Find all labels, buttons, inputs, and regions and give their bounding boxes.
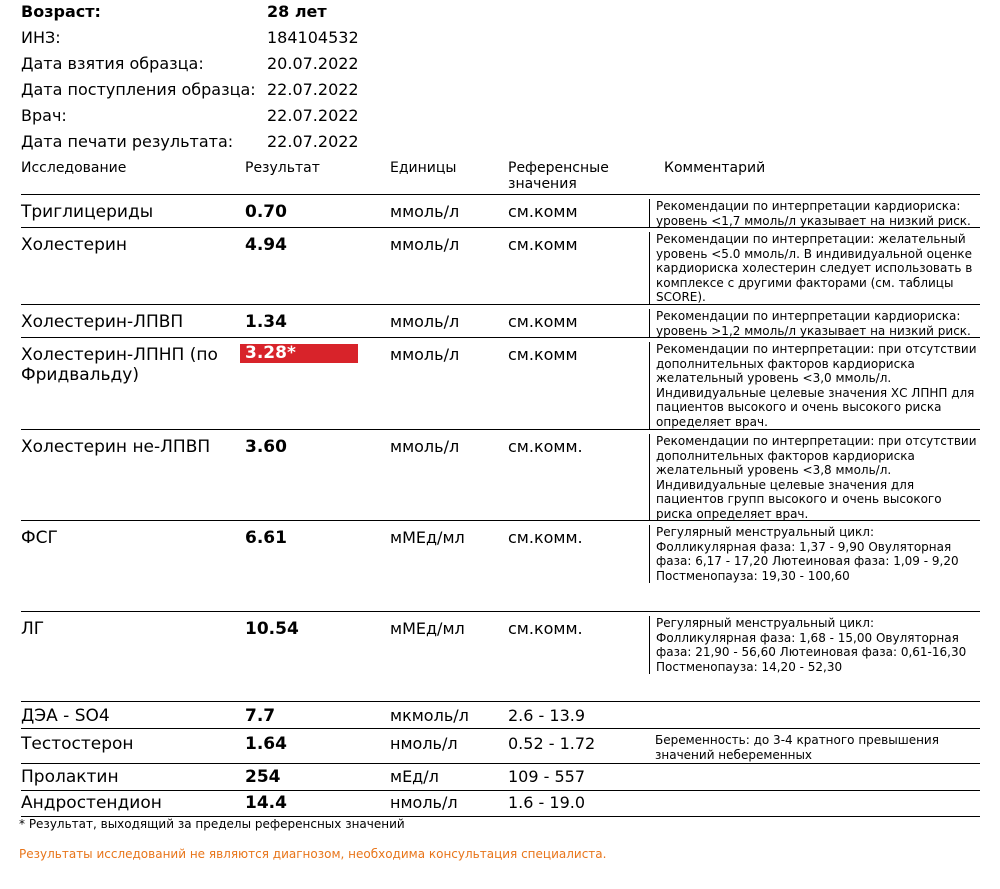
sample-taken-value: 20.07.2022: [267, 54, 359, 73]
reference-value: 109 - 557: [508, 767, 586, 786]
result-value: 10.54: [245, 619, 299, 639]
study-name: Триглицериды: [21, 202, 154, 222]
comment-text: Рекомендации по интерпретации кардиориска: уровень >1,2 ммоль/л указывает на низкий риск.: [649, 309, 977, 338]
reference-value: 0.52 - 1.72: [508, 734, 596, 753]
reference-value: см.комм.: [508, 619, 583, 638]
table-row: [21, 729, 980, 764]
table-row: [21, 338, 980, 430]
study-name: Холестерин не-ЛПВП: [21, 437, 211, 457]
sample-taken-label: Дата взятия образца:: [21, 54, 204, 73]
table-row: [21, 791, 980, 817]
doctor-value: 22.07.2022: [267, 106, 359, 125]
units-value: нмоль/л: [390, 734, 458, 753]
header-units: Единицы: [390, 160, 457, 176]
results-table: [21, 194, 980, 817]
result-value: 6.61: [245, 528, 287, 548]
study-name: Тестостерон: [21, 734, 134, 754]
header-study: Исследование: [21, 160, 127, 176]
print-date-label: Дата печати результата:: [21, 132, 234, 151]
comment-text: Регулярный менструальный цикл: Фолликулярная фаза: 1,68 - 15,00 Овуляторная фаза: 21,90 - 56,60 Лютеиновая фаза: 0,61-16,30 Постменопауза: 14,20 - 52,30: [649, 616, 977, 674]
result-value: 14.4: [245, 793, 287, 813]
units-value: ммоль/л: [390, 437, 460, 456]
result-value: 1.34: [245, 312, 287, 332]
reference-value: см.комм: [508, 312, 578, 331]
result-value: 254: [245, 767, 281, 787]
reference-value: см.комм: [508, 345, 578, 364]
comment-text: Рекомендации по интерпретации: желательный уровень <5.0 ммоль/л. В индивидуальной оценке кардиориска холестерин следует использовать в комплексе с другими факторами (см. таблицы SCORE).: [649, 232, 977, 305]
result-value: 4.94: [245, 235, 287, 255]
comment-text: Беременность: до 3-4 кратного превышения значений небеременных: [655, 733, 939, 762]
comment-text: Рекомендации по интерпретации: при отсутствии дополнительных факторов кардиориска желательный уровень <3,8 ммоль/л. Индивидуальные целевые значения для пациентов групп высокого и очень высокого риска определяет врач.: [649, 434, 977, 521]
table-row: [21, 612, 980, 702]
reference-value: см.комм: [508, 235, 578, 254]
table-row: [21, 764, 980, 791]
doctor-label: Врач:: [21, 106, 67, 125]
sample-received-label: Дата поступления образца:: [21, 80, 256, 99]
disclaimer: Результаты исследований не являются диагнозом, необходима консультация специалиста.: [19, 847, 607, 861]
study-name: Холестерин: [21, 235, 128, 255]
reference-value: см.комм.: [508, 528, 583, 547]
units-value: ммоль/л: [390, 312, 460, 331]
study-name: ЛГ: [21, 619, 45, 639]
reference-value: см.комм: [508, 202, 578, 221]
units-value: ммоль/л: [390, 202, 460, 221]
units-value: нмоль/л: [390, 793, 458, 812]
comment-text: Регулярный менструальный цикл: Фолликулярная фаза: 1,37 - 9,90 Овуляторная фаза: 6,17 - 17,20 Лютеиновая фаза: 1,09 - 9,20 Постменопауза: 19,30 - 100,60: [649, 525, 977, 583]
sample-received-value: 22.07.2022: [267, 80, 359, 99]
reference-value: 1.6 - 19.0: [508, 793, 586, 812]
result-value-flagged: 3.28*: [240, 344, 358, 363]
result-value: 1.64: [245, 734, 287, 754]
inz-value: 184104532: [267, 28, 359, 47]
table-row: [21, 194, 980, 228]
study-name: Холестерин-ЛПНП (по Фридвальду): [21, 345, 218, 385]
result-value: 3.60: [245, 437, 287, 457]
table-row: [21, 702, 980, 729]
table-row: [21, 521, 980, 612]
units-value: мМЕд/мл: [390, 528, 465, 547]
table-row: [21, 228, 980, 305]
study-name: ФСГ: [21, 528, 58, 548]
units-value: мМЕд/мл: [390, 619, 465, 638]
inz-label: ИНЗ:: [21, 28, 61, 47]
study-name: Пролактин: [21, 767, 119, 787]
table-row: [21, 430, 980, 521]
comment-text: Рекомендации по интерпретации кардиориска: уровень <1,7 ммоль/л указывает на низкий риск.: [649, 199, 977, 228]
units-value: мЕд/л: [390, 767, 439, 786]
reference-value: 2.6 - 13.9: [508, 706, 586, 725]
result-value: 0.70: [245, 202, 287, 222]
header-comment: Комментарий: [664, 160, 766, 176]
age-label: Возраст:: [21, 2, 101, 21]
units-value: ммоль/л: [390, 345, 460, 364]
age-value: 28 лет: [267, 2, 327, 21]
print-date-value: 22.07.2022: [267, 132, 359, 151]
comment-text: Рекомендации по интерпретации: при отсутствии дополнительных факторов кардиориска желательный уровень <3,0 ммоль/л. Индивидуальные целевые значения ХС ЛПНП для пациентов высокого и очень высокого риска определяет врач.: [649, 342, 977, 429]
footnote: * Результат, выходящий за пределы референсных значений: [19, 817, 405, 831]
study-name: Холестерин-ЛПВП: [21, 312, 184, 332]
header-reference: Референсные значения: [508, 160, 609, 192]
header-result: Результат: [245, 160, 320, 176]
table-row: [21, 305, 980, 338]
units-value: мкмоль/л: [390, 706, 469, 725]
units-value: ммоль/л: [390, 235, 460, 254]
result-value: 7.7: [245, 706, 276, 726]
study-name: Андростендион: [21, 793, 162, 813]
study-name: ДЭА - SO4: [21, 706, 110, 726]
reference-value: см.комм.: [508, 437, 583, 456]
